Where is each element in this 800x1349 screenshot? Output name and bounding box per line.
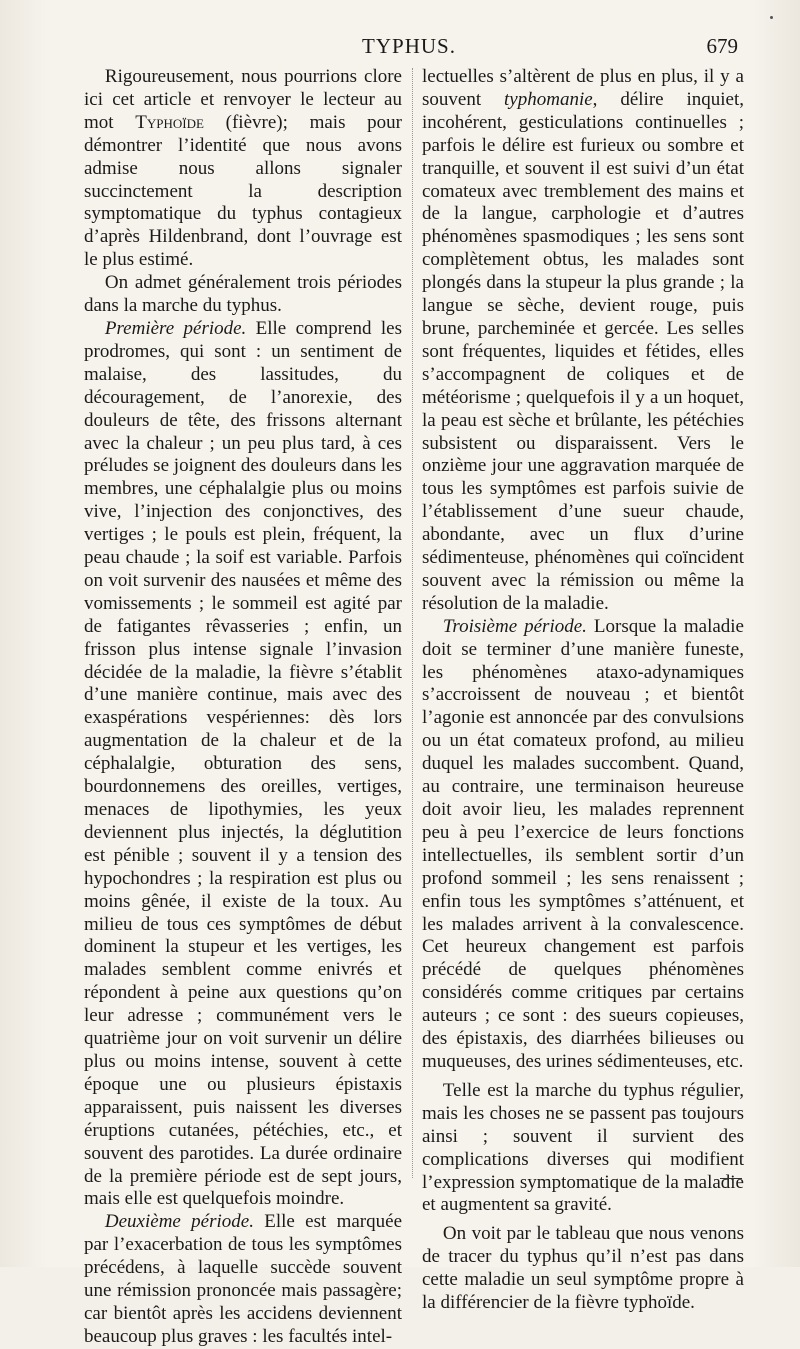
catchword-mark	[720, 1168, 742, 1179]
ink-speck	[770, 16, 773, 19]
paragraph-second-period	[84, 1211, 402, 1348]
intro-text: Rigoureusement, nous pourrions clore ici cet article et renvoyer le lecteur au mot	[84, 66, 402, 133]
section-heading-second-period: Deuxième période.	[104, 1211, 254, 1233]
third-period-text: Lorsque la maladie doit se terminer d’une manière funeste, les phénomènes ataxo-adynamiques s’accroissent de nouveau ; et bientôt l’agonie est annoncée par des convulsions ou un état comateux profond, au milieu duquel les malades succombent. Quand, au contraire, une terminaison heureuse doit avoir lieu, les malades reprennent peu à peu l’exercice de leurs fonctions intellectuelles, ils semblent sortir d’un profond sommeil ; les sens renaissent ; enfin tous les symptômes s’atténuent, et les malades arrivent à la convalescence. Cet heureux changement est parfois précédé de quelques phénomènes considérés comme critiques par certains auteurs ; ce sont : des sueurs copieuses, des épistaxis, des diarrhées bilieuses ou muqueuses, des urines sédimenteuses, etc.	[422, 615, 744, 1072]
column-divider	[412, 68, 413, 1178]
section-heading-third-period: Troisième période.	[442, 615, 587, 637]
first-period-text: Elle comprend les prodromes, qui sont : un sentiment de malaise, des lassitudes, du découragement, de l’anorexie, des douleurs de tête, des frissons alternant avec la chaleur ; un peu plus tard, à ces préludes se joignent des douleurs dans les membres, une céphalalgie plus ou moins vive, l’injection des conjonctives, des vertiges ; le pouls est plein, fréquent, la peau chaude ; la soif est variable. Parfois on voit survenir des nausées et même des vomissements ; le sommeil est agité par de fatigantes rêvasseries ; enfin, un frisson plus intense signale l’invasion décidée de la maladie, la fièvre s’établit d’une manière continue, mais avec des exaspérations vespériennes: dès lors augmentation de la chaleur et de la céphalalgie, obturation des sens, bourdonnemens des oreilles, vertiges, menaces de lipothymies, les yeux deviennent plus injectés, la déglutition est pénible ; souvent il y a tension des hypochondres ; la respiration est plus ou moins gênée, il existe de la toux. Au milieu de tous ces symptômes de début dominent la stupeur et les vertiges, les malades semblent comme enivrés et répondent à peine aux questions qu’on leur adresse ; communément vers le quatrième jour on voit survenir un délire plus ou moins intense, souvent à cette époque une ou plusieurs épistaxis apparaissent, puis naissent les diverses éruptions cutanées, pétéchies, etc., et souvent des parotides. La durée ordinaire de la première période est de sept jours, mais elle est quelquefois moindre.	[84, 317, 402, 1210]
continuation-text: lectuelles s’altèrent de plus en plus, il y a souvent	[422, 66, 744, 110]
intro-text-rest: (fièvre); mais pour démontrer l’identité que nous avons admise nous allons signaler succinctement la description symptomatique du typhus contagieux d’après Hildenbrand, dont l’ouvrage est le plus estimé.	[84, 111, 402, 271]
right-column	[422, 66, 744, 1315]
page-title: TYPHUS.	[362, 34, 456, 58]
section-heading-first-period: Première période.	[104, 317, 247, 339]
paragraph-regular-course: Telle est la marche du typhus régulier, mais les choses ne se passent pas toujours ainsi ; souvent il survient des complications diverses qui modifient l’expression symptomatique de la maladie et augmentent sa gravité.	[422, 1079, 744, 1216]
paragraph-first-period	[84, 318, 402, 1211]
paragraph-second-period-cont	[422, 66, 744, 616]
page-number: 679	[706, 34, 738, 58]
paragraph-third-period	[422, 616, 744, 1074]
left-column	[84, 66, 402, 1349]
term-typhomanie: typhomanie	[504, 88, 593, 110]
paragraph-conclusion: On voit par le tableau que nous venons de tracer du typhus qu’il n’est pas dans cette maladie un seul symptôme propre à la différencier de la fièvre typhoïde.	[422, 1223, 744, 1314]
continuation-text-rest: , délire inquiet, incohérent, gesticulations continuelles ; parfois le délire est furieux ou sombre et tranquille, et souvent il est suivi d’un état comateux avec tremblement des mains et de la langue, carphologie et d’autres phénomènes spasmodiques ; les sens sont complètement obtus, les malades sont plongés dans la stupeur la plus grande ; la langue se sèche, devient rouge, puis brune, parcheminée et gercée. Les selles sont fréquentes, liquides et fétides, elles s’accompagnent de coliques et de météorisme ; quelquefois il y a un hoquet, la peau est sèche et brûlante, les pétéchies subsistent ou disparaissent. Vers le onzième jour une aggravation marquée de tous les symptômes est parfois suivie de l’établissement d’une sueur chaude, abondante, avec un flux d’urine sédimenteuse, phénomènes qui coïncident souvent avec la rémission ou même la résolution de la maladie.	[422, 88, 744, 614]
second-period-text: Elle est marquée par l’exacerbation de tous les symptômes précédens, à laquelle succède souvent une rémission prononcée mais passagère; car bientôt après les accidens deviennent beaucoup plus graves : les facultés intel-	[84, 1211, 402, 1347]
cross-reference: Typhoïde	[135, 111, 204, 133]
running-head	[80, 34, 738, 64]
paragraph-periods: On admet généralement trois périodes dans la marche du typhus.	[84, 272, 402, 317]
paragraph-intro	[84, 66, 402, 272]
